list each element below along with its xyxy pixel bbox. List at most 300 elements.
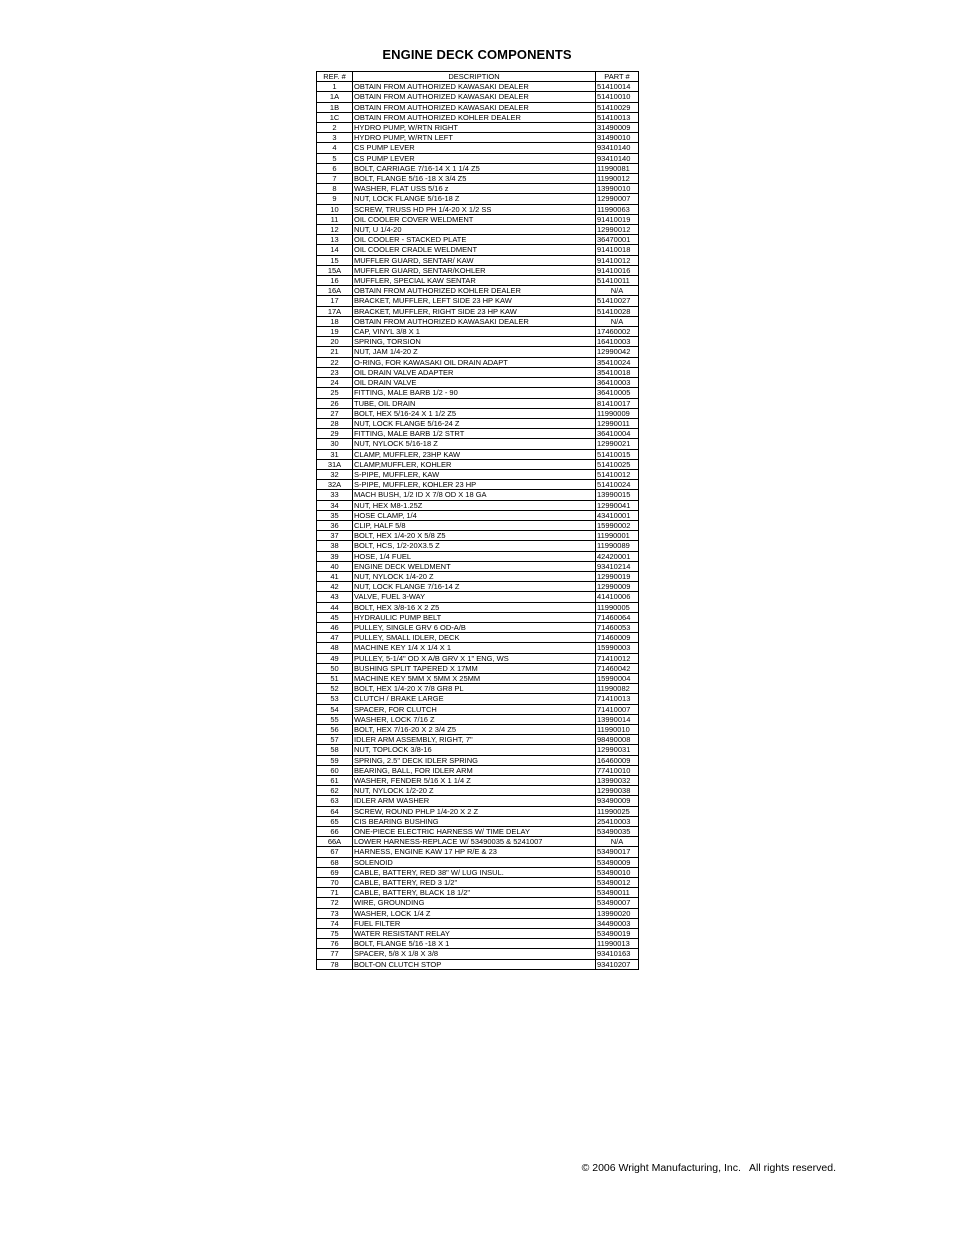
table-row <box>317 745 639 755</box>
ref-cell: 41 <box>317 571 353 581</box>
part-number-cell: 13990020 <box>596 908 639 918</box>
ref-cell: 22 <box>317 357 353 367</box>
table-row <box>317 286 639 296</box>
ref-cell: 21 <box>317 347 353 357</box>
table-row <box>317 480 639 490</box>
ref-cell: 27 <box>317 408 353 418</box>
ref-cell: 74 <box>317 918 353 928</box>
table-row <box>317 439 639 449</box>
ref-cell: 78 <box>317 959 353 969</box>
description-cell: SPRING, 2.5" DECK IDLER SPRING <box>353 755 596 765</box>
table-row <box>317 245 639 255</box>
part-number-cell: 43410001 <box>596 510 639 520</box>
ref-cell: 49 <box>317 653 353 663</box>
table-row <box>317 857 639 867</box>
table-row <box>317 806 639 816</box>
description-cell: WASHER, FLAT USS 5/16 z <box>353 184 596 194</box>
ref-cell: 32A <box>317 480 353 490</box>
part-number-cell: 11990063 <box>596 204 639 214</box>
ref-cell: 33 <box>317 490 353 500</box>
ref-cell: 63 <box>317 796 353 806</box>
description-cell: CLUTCH / BRAKE LARGE <box>353 694 596 704</box>
copyright-footer: © 2006 Wright Manufacturing, Inc. All rights reserved. <box>581 1162 836 1174</box>
part-number-cell: 51410012 <box>596 469 639 479</box>
ref-cell: 51 <box>317 673 353 683</box>
table-row <box>317 684 639 694</box>
table-row <box>317 225 639 235</box>
part-number-cell: 16410003 <box>596 337 639 347</box>
part-number-cell: 93490009 <box>596 796 639 806</box>
part-number-cell: 51410029 <box>596 102 639 112</box>
part-number-cell: 36470001 <box>596 235 639 245</box>
description-cell: CABLE, BATTERY, RED 3 1/2" <box>353 878 596 888</box>
table-row <box>317 908 639 918</box>
description-cell: PULLEY, SINGLE GRV 6 OD-A/B <box>353 622 596 632</box>
part-number-cell: 93410140 <box>596 143 639 153</box>
table-row <box>317 204 639 214</box>
description-cell: NUT, LOCK FLANGE 5/16-24 Z <box>353 418 596 428</box>
table-row <box>317 520 639 530</box>
table-row <box>317 694 639 704</box>
part-number-cell: 11990013 <box>596 939 639 949</box>
ref-cell: 8 <box>317 184 353 194</box>
ref-cell: 31A <box>317 459 353 469</box>
description-cell: OIL DRAIN VALVE <box>353 378 596 388</box>
table-row <box>317 133 639 143</box>
table-row <box>317 704 639 714</box>
part-number-cell: 11990001 <box>596 531 639 541</box>
table-row <box>317 714 639 724</box>
description-cell: NUT, LOCK FLANGE 5/16-18 Z <box>353 194 596 204</box>
description-cell: OBTAIN FROM AUTHORIZED KOHLER DEALER <box>353 112 596 122</box>
part-number-cell: 71460009 <box>596 633 639 643</box>
part-number-cell: 13990014 <box>596 714 639 724</box>
table-row <box>317 776 639 786</box>
description-cell: SPRING, TORSION <box>353 337 596 347</box>
description-cell: FITTING, MALE BARB 1/2 - 90 <box>353 388 596 398</box>
ref-cell: 17A <box>317 306 353 316</box>
part-number-cell: 12990041 <box>596 500 639 510</box>
table-row <box>317 82 639 92</box>
description-cell: BUSHING SPLIT TAPERED X 17MM <box>353 663 596 673</box>
description-cell: BOLT, FLANGE 5/16 -18 X 1 <box>353 939 596 949</box>
ref-cell: 66 <box>317 827 353 837</box>
description-cell: BOLT, HEX 1/4-20 X 5/8 Z5 <box>353 531 596 541</box>
description-cell: NUT, HEX M8-1.25Z <box>353 500 596 510</box>
ref-cell: 14 <box>317 245 353 255</box>
table-row <box>317 102 639 112</box>
part-number-cell: 51410015 <box>596 449 639 459</box>
part-number-cell: 51410011 <box>596 276 639 286</box>
part-number-cell: 51410013 <box>596 112 639 122</box>
part-number-cell: 11990089 <box>596 541 639 551</box>
table-row <box>317 939 639 949</box>
part-number-cell: 51410028 <box>596 306 639 316</box>
part-number-cell: 71460053 <box>596 622 639 632</box>
table-row <box>317 347 639 357</box>
table-row <box>317 602 639 612</box>
description-cell: CABLE, BATTERY, BLACK 18 1/2" <box>353 888 596 898</box>
header-part: PART # <box>596 72 639 82</box>
description-cell: BOLT, CARRIAGE 7/16-14 X 1 1/4 Z5 <box>353 163 596 173</box>
part-number-cell: 71410013 <box>596 694 639 704</box>
part-number-cell: 93410214 <box>596 561 639 571</box>
ref-cell: 7 <box>317 174 353 184</box>
ref-cell: 15A <box>317 265 353 275</box>
table-row <box>317 735 639 745</box>
part-number-cell: 34490003 <box>596 918 639 928</box>
part-number-cell: 12990019 <box>596 571 639 581</box>
table-row <box>317 296 639 306</box>
part-number-cell: 12990009 <box>596 582 639 592</box>
table-row <box>317 459 639 469</box>
header-description: DESCRIPTION <box>353 72 596 82</box>
ref-cell: 44 <box>317 602 353 612</box>
description-cell: CABLE, BATTERY, RED 38" W/ LUG INSUL. <box>353 867 596 877</box>
ref-cell: 1 <box>317 82 353 92</box>
ref-cell: 53 <box>317 694 353 704</box>
description-cell: NUT, LOCK FLANGE 7/16-14 Z <box>353 582 596 592</box>
ref-cell: 26 <box>317 398 353 408</box>
part-number-cell: 93410163 <box>596 949 639 959</box>
ref-cell: 52 <box>317 684 353 694</box>
table-row <box>317 388 639 398</box>
table-row <box>317 837 639 847</box>
part-number-cell: 12990007 <box>596 194 639 204</box>
table-row <box>317 541 639 551</box>
description-cell: BOLT, HEX 1/4-20 X 7/8 GR8 PL <box>353 684 596 694</box>
part-number-cell: 41410006 <box>596 592 639 602</box>
description-cell: WASHER, LOCK 1/4 Z <box>353 908 596 918</box>
table-row <box>317 673 639 683</box>
table-row <box>317 622 639 632</box>
ref-cell: 39 <box>317 551 353 561</box>
part-number-cell: 17460002 <box>596 327 639 337</box>
table-row <box>317 92 639 102</box>
description-cell: CAP, VINYL 3/8 X 1 <box>353 327 596 337</box>
part-number-cell: 12990012 <box>596 225 639 235</box>
ref-cell: 28 <box>317 418 353 428</box>
description-cell: SCREW, TRUSS HD PH 1/4-20 X 1/2 SS <box>353 204 596 214</box>
description-cell: OIL COOLER CRADLE WELDMENT <box>353 245 596 255</box>
part-number-cell: 36410005 <box>596 388 639 398</box>
table-row <box>317 816 639 826</box>
table-row <box>317 551 639 561</box>
table-row <box>317 255 639 265</box>
ref-cell: 55 <box>317 714 353 724</box>
description-cell: CLIP, HALF 5/8 <box>353 520 596 530</box>
description-cell: MACHINE KEY 1/4 X 1/4 X 1 <box>353 643 596 653</box>
table-row <box>317 582 639 592</box>
description-cell: CIS BEARING BUSHING <box>353 816 596 826</box>
description-cell: FUEL FILTER <box>353 918 596 928</box>
description-cell: BRACKET, MUFFLER, RIGHT SIDE 23 HP KAW <box>353 306 596 316</box>
description-cell: CLAMP,MUFFLER, KOHLER <box>353 459 596 469</box>
description-cell: HARNESS, ENGINE KAW 17 HP R/E & 23 <box>353 847 596 857</box>
part-number-cell: 11990005 <box>596 602 639 612</box>
table-row <box>317 337 639 347</box>
part-number-cell: 77410010 <box>596 765 639 775</box>
ref-cell: 77 <box>317 949 353 959</box>
table-row <box>317 561 639 571</box>
description-cell: BEARING, BALL, FOR IDLER ARM <box>353 765 596 775</box>
table-row <box>317 367 639 377</box>
table-row <box>317 194 639 204</box>
table-row <box>317 378 639 388</box>
description-cell: CS PUMP LEVER <box>353 153 596 163</box>
part-number-cell: 93410207 <box>596 959 639 969</box>
table-row <box>317 163 639 173</box>
part-number-cell: 42420001 <box>596 551 639 561</box>
table-row <box>317 306 639 316</box>
table-row <box>317 408 639 418</box>
table-row <box>317 725 639 735</box>
description-cell: OIL COOLER COVER WELDMENT <box>353 214 596 224</box>
part-number-cell: 25410003 <box>596 816 639 826</box>
part-number-cell: 53490011 <box>596 888 639 898</box>
ref-cell: 4 <box>317 143 353 153</box>
description-cell: NUT, U 1/4-20 <box>353 225 596 235</box>
description-cell: NUT, TOPLOCK 3/8-16 <box>353 745 596 755</box>
part-number-cell: N/A <box>596 316 639 326</box>
part-number-cell: 51410010 <box>596 92 639 102</box>
ref-cell: 16 <box>317 276 353 286</box>
ref-cell: 35 <box>317 510 353 520</box>
part-number-cell: 91410019 <box>596 214 639 224</box>
part-number-cell: 51410014 <box>596 82 639 92</box>
table-row <box>317 276 639 286</box>
table-row <box>317 643 639 653</box>
table-row <box>317 571 639 581</box>
part-number-cell: 13990015 <box>596 490 639 500</box>
header-ref: REF. # <box>317 72 353 82</box>
part-number-cell: 12990031 <box>596 745 639 755</box>
part-number-cell: 11990009 <box>596 408 639 418</box>
description-cell: BOLT, HCS, 1/2-20X3.5 Z <box>353 541 596 551</box>
part-number-cell: 53490009 <box>596 857 639 867</box>
table-row <box>317 123 639 133</box>
description-cell: WASHER, FENDER 5/16 X 1 1/4 Z <box>353 776 596 786</box>
ref-cell: 56 <box>317 725 353 735</box>
part-number-cell: 71410012 <box>596 653 639 663</box>
table-row <box>317 429 639 439</box>
table-row <box>317 878 639 888</box>
part-number-cell: 71460042 <box>596 663 639 673</box>
description-cell: IDLER ARM ASSEMBLY, RIGHT, 7" <box>353 735 596 745</box>
part-number-cell: 36410003 <box>596 378 639 388</box>
part-number-cell: 15990003 <box>596 643 639 653</box>
ref-cell: 42 <box>317 582 353 592</box>
description-cell: S-PIPE, MUFFLER, KOHLER 23 HP <box>353 480 596 490</box>
table-row <box>317 469 639 479</box>
ref-cell: 1C <box>317 112 353 122</box>
description-cell: O-RING, FOR KAWASAKI OIL DRAIN ADAPT <box>353 357 596 367</box>
part-number-cell: 12990042 <box>596 347 639 357</box>
ref-cell: 68 <box>317 857 353 867</box>
ref-cell: 73 <box>317 908 353 918</box>
table-row <box>317 490 639 500</box>
description-cell: HOSE, 1/4 FUEL <box>353 551 596 561</box>
ref-cell: 31 <box>317 449 353 459</box>
part-number-cell: 71460064 <box>596 612 639 622</box>
part-number-cell: 51410025 <box>596 459 639 469</box>
part-number-cell: 53490007 <box>596 898 639 908</box>
table-row <box>317 786 639 796</box>
ref-cell: 69 <box>317 867 353 877</box>
ref-cell: 59 <box>317 755 353 765</box>
description-cell: CLAMP, MUFFLER, 23HP KAW <box>353 449 596 459</box>
parts-table-body <box>317 82 639 970</box>
description-cell: ENGINE DECK WELDMENT <box>353 561 596 571</box>
description-cell: OBTAIN FROM AUTHORIZED KAWASAKI DEALER <box>353 102 596 112</box>
ref-cell: 25 <box>317 388 353 398</box>
part-number-cell: 35410018 <box>596 367 639 377</box>
ref-cell: 30 <box>317 439 353 449</box>
part-number-cell: N/A <box>596 837 639 847</box>
ref-cell: 17 <box>317 296 353 306</box>
part-number-cell: 31490010 <box>596 133 639 143</box>
ref-cell: 38 <box>317 541 353 551</box>
ref-cell: 45 <box>317 612 353 622</box>
table-row <box>317 592 639 602</box>
part-number-cell: 11990082 <box>596 684 639 694</box>
part-number-cell: 11990081 <box>596 163 639 173</box>
description-cell: ONE-PIECE ELECTRIC HARNESS W/ TIME DELAY <box>353 827 596 837</box>
ref-cell: 58 <box>317 745 353 755</box>
ref-cell: 11 <box>317 214 353 224</box>
ref-cell: 13 <box>317 235 353 245</box>
table-row <box>317 847 639 857</box>
ref-cell: 75 <box>317 929 353 939</box>
ref-cell: 15 <box>317 255 353 265</box>
part-number-cell: 53490012 <box>596 878 639 888</box>
description-cell: PULLEY, SMALL IDLER, DECK <box>353 633 596 643</box>
part-number-cell: 15990004 <box>596 673 639 683</box>
table-row <box>317 898 639 908</box>
table-row <box>317 929 639 939</box>
part-number-cell: 53490019 <box>596 929 639 939</box>
part-number-cell: 93410140 <box>596 153 639 163</box>
ref-cell: 64 <box>317 806 353 816</box>
description-cell: OIL COOLER - STACKED PLATE <box>353 235 596 245</box>
part-number-cell: 53490035 <box>596 827 639 837</box>
description-cell: NUT, NYLOCK 1/2-20 Z <box>353 786 596 796</box>
table-row <box>317 235 639 245</box>
part-number-cell: 11990012 <box>596 174 639 184</box>
ref-cell: 2 <box>317 123 353 133</box>
ref-cell: 46 <box>317 622 353 632</box>
ref-cell: 67 <box>317 847 353 857</box>
table-row <box>317 531 639 541</box>
table-row <box>317 316 639 326</box>
part-number-cell: 16460009 <box>596 755 639 765</box>
description-cell: NUT, NYLOCK 1/4-20 Z <box>353 571 596 581</box>
description-cell: MACH BUSH, 1/2 ID X 7/8 OD X 18 GA <box>353 490 596 500</box>
part-number-cell: 12990038 <box>596 786 639 796</box>
ref-cell: 16A <box>317 286 353 296</box>
table-row <box>317 653 639 663</box>
table-row <box>317 184 639 194</box>
table-row <box>317 949 639 959</box>
ref-cell: 57 <box>317 735 353 745</box>
part-number-cell: 91410018 <box>596 245 639 255</box>
description-cell: OBTAIN FROM AUTHORIZED KAWASAKI DEALER <box>353 82 596 92</box>
ref-cell: 3 <box>317 133 353 143</box>
table-row <box>317 663 639 673</box>
description-cell: HYDRO PUMP, W/RTN RIGHT <box>353 123 596 133</box>
ref-cell: 24 <box>317 378 353 388</box>
table-row <box>317 612 639 622</box>
ref-cell: 20 <box>317 337 353 347</box>
ref-cell: 19 <box>317 327 353 337</box>
description-cell: WASHER, LOCK 7/16 Z <box>353 714 596 724</box>
table-row <box>317 510 639 520</box>
part-number-cell: 91410016 <box>596 265 639 275</box>
description-cell: CS PUMP LEVER <box>353 143 596 153</box>
description-cell: TUBE, OIL DRAIN <box>353 398 596 408</box>
table-row <box>317 765 639 775</box>
description-cell: MACHINE KEY 5MM X 5MM X 25MM <box>353 673 596 683</box>
description-cell: NUT, NYLOCK 5/16-18 Z <box>353 439 596 449</box>
description-cell: FITTING, MALE BARB 1/2 STRT <box>353 429 596 439</box>
ref-cell: 37 <box>317 531 353 541</box>
part-number-cell: 81410017 <box>596 398 639 408</box>
table-row <box>317 827 639 837</box>
description-cell: MUFFLER GUARD, SENTAR/ KAW <box>353 255 596 265</box>
part-number-cell: 12990021 <box>596 439 639 449</box>
description-cell: PULLEY, 5-1/4" OD X A/B GRV X 1" ENG, WS <box>353 653 596 663</box>
table-row <box>317 449 639 459</box>
part-number-cell: 53490010 <box>596 867 639 877</box>
description-cell: BOLT, HEX 3/8-16 X 2 Z5 <box>353 602 596 612</box>
ref-cell: 65 <box>317 816 353 826</box>
table-row <box>317 214 639 224</box>
description-cell: OBTAIN FROM AUTHORIZED KOHLER DEALER <box>353 286 596 296</box>
ref-cell: 54 <box>317 704 353 714</box>
part-number-cell: 11990010 <box>596 725 639 735</box>
table-row <box>317 918 639 928</box>
description-cell: BOLT, HEX 7/16-20 X 2 3/4 Z5 <box>353 725 596 735</box>
description-cell: MUFFLER, SPECIAL KAW SENTAR <box>353 276 596 286</box>
table-row <box>317 959 639 969</box>
ref-cell: 34 <box>317 500 353 510</box>
table-row <box>317 398 639 408</box>
description-cell: LOWER HARNESS-REPLACE W/ 53490035 & 5241007 <box>353 837 596 847</box>
description-cell: SOLENOID <box>353 857 596 867</box>
description-cell: SPACER, 5/8 X 1/8 X 3/8 <box>353 949 596 959</box>
table-row <box>317 357 639 367</box>
description-cell: HOSE CLAMP, 1/4 <box>353 510 596 520</box>
ref-cell: 36 <box>317 520 353 530</box>
description-cell: BRACKET, MUFFLER, LEFT SIDE 23 HP KAW <box>353 296 596 306</box>
ref-cell: 70 <box>317 878 353 888</box>
part-number-cell: 53490017 <box>596 847 639 857</box>
part-number-cell: 31490009 <box>596 123 639 133</box>
part-number-cell: 36410004 <box>596 429 639 439</box>
description-cell: OBTAIN FROM AUTHORIZED KAWASAKI DEALER <box>353 316 596 326</box>
table-row <box>317 796 639 806</box>
part-number-cell: 12990011 <box>596 418 639 428</box>
ref-cell: 10 <box>317 204 353 214</box>
description-cell: OBTAIN FROM AUTHORIZED KAWASAKI DEALER <box>353 92 596 102</box>
table-row <box>317 755 639 765</box>
ref-cell: 48 <box>317 643 353 653</box>
description-cell: SCREW, ROUND PHLP 1/4-20 X 2 Z <box>353 806 596 816</box>
ref-cell: 50 <box>317 663 353 673</box>
description-cell: HYDRO PUMP, W/RTN LEFT <box>353 133 596 143</box>
table-row <box>317 112 639 122</box>
part-number-cell: N/A <box>596 286 639 296</box>
